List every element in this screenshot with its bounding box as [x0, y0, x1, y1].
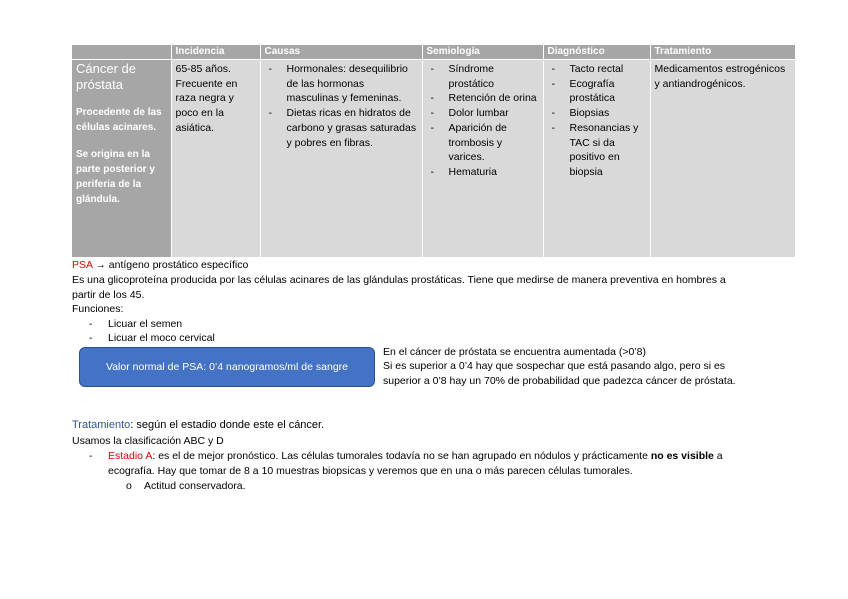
cancer-table — [72, 45, 796, 257]
estadio-a-line1 — [89, 449, 723, 463]
cell-cancer-name — [72, 60, 171, 258]
header-causas: Causas — [260, 45, 422, 60]
circle-bullet-marker: o — [126, 480, 132, 492]
psa-description-line2: partir de los 45. — [72, 289, 145, 301]
sub-bullet-text: Actitud conservadora. — [144, 480, 246, 492]
cell-causas — [260, 60, 422, 258]
psa-side-line3: superior a 0’8 hay un 70% de probabilidad que padezca cáncer de próstata. — [383, 375, 736, 387]
cell-semiologia — [422, 60, 543, 258]
psa-normal-value-box: Valor normal de PSA: 0’4 nanogramos/ml de sangre — [79, 347, 375, 387]
cancer-note-location: Se origina en la parte posterior y periferia de la glándula. — [76, 149, 155, 205]
table-row — [72, 60, 795, 258]
estadio-a-text: : es el de mejor pronóstico. Las células tumorales todavía no se han agrupado en nódulos y prácticamente — [152, 450, 651, 462]
estadio-a-bold: no es visible — [650, 450, 714, 462]
funcion-item-1 — [89, 317, 182, 331]
cancer-title: Cáncer de próstata — [76, 61, 136, 92]
psa-side-line1: En el cáncer de próstata se encuentra aumentada (>0’8) — [383, 346, 646, 358]
tratamiento-heading — [72, 418, 324, 432]
dash-marker: - — [89, 318, 93, 330]
list-item: - Dietas ricas en hidratos de carbono y grasas saturadas y pobres en fibras. — [265, 106, 418, 150]
dash-marker: - — [89, 450, 93, 462]
estadio-a-text-end: a — [713, 450, 723, 462]
psa-description-line1: Es una glicoproteína producida por las células acinares de las glándulas prostáticas. Tiene que medirse de manera preventiva en hombres a — [72, 274, 726, 286]
psa-definition: antígeno prostático específico — [105, 259, 249, 271]
header-semiologia: Semiología — [422, 45, 543, 60]
estadio-a-label: Estadio A — [108, 450, 153, 462]
list-item: - Aparición de trombosis y varices. — [427, 121, 539, 165]
psa-term: PSA — [72, 259, 93, 271]
cell-tratamiento: Medicamentos estrogénicos y antiandrogénicos. — [650, 60, 795, 258]
arrow-icon: → — [95, 259, 106, 271]
sub-bullet-item — [126, 479, 246, 493]
list-item: - Retención de orina — [427, 91, 539, 106]
funcion-text: Licuar el semen — [108, 318, 183, 330]
estadio-a-line2: ecografía. Hay que tomar de 8 a 10 muestras biopsicas y veremos que en una o más parecen células tumorales. — [108, 465, 633, 477]
funcion-item-2 — [89, 331, 215, 345]
list-item: - Dolor lumbar — [427, 106, 539, 121]
dash-marker: - — [89, 332, 93, 344]
psa-heading — [72, 258, 248, 272]
funciones-label: Funciones: — [72, 303, 124, 315]
cell-diagnostico — [543, 60, 650, 258]
cell-incidencia: 65-85 años. Frecuente en raza negra y poco en la asiática. — [171, 60, 260, 258]
header-tratamiento: Tratamiento — [650, 45, 795, 60]
table-header-row — [72, 45, 795, 60]
list-item: - Hormonales: desequilibrio de las hormonas masculinas y femeninas. — [265, 62, 418, 106]
header-empty — [72, 45, 171, 60]
tratamiento-label: Tratamiento — [72, 419, 131, 431]
list-item: - Biopsias — [548, 106, 646, 121]
list-item: - Ecografía prostática — [548, 77, 646, 106]
funcion-text: Licuar el moco cervical — [108, 332, 215, 344]
header-incidencia: Incidencia — [171, 45, 260, 60]
clasificacion-text: Usamos la clasificación ABC y D — [72, 435, 224, 447]
tratamiento-text: : según el estadio donde este el cáncer. — [130, 419, 325, 431]
header-diagnostico: Diagnóstico — [543, 45, 650, 60]
cancer-note-origin: Procedente de las células acinares. — [76, 107, 162, 133]
list-item: - Síndrome prostático — [427, 62, 539, 91]
psa-side-line2: Si es superior a 0’4 hay que sospechar que está pasando algo, pero si es — [383, 360, 726, 372]
list-item: - Resonancias y TAC si da positivo en biopsia — [548, 121, 646, 180]
list-item: - Hematuria — [427, 165, 539, 180]
list-item: - Tacto rectal — [548, 62, 646, 77]
